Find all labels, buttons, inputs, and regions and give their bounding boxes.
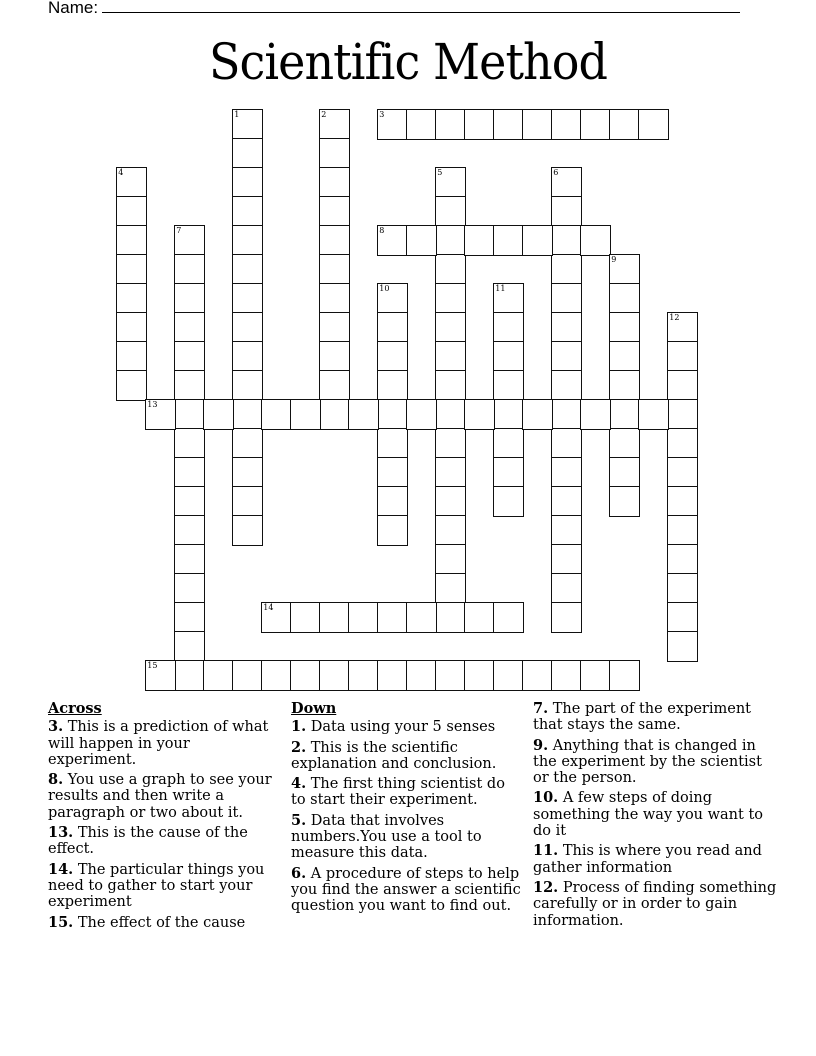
crossword-cell[interactable] (435, 225, 466, 256)
crossword-cell[interactable] (319, 254, 350, 285)
name-label: Name: (48, 0, 99, 17)
crossword-cell[interactable] (174, 660, 205, 691)
crossword-cell[interactable] (435, 109, 466, 140)
crossword-cell[interactable] (435, 457, 466, 488)
crossword-cell[interactable] (609, 457, 640, 488)
clue-across-3: 3. This is a prediction of what will happen in your experiment. (48, 718, 269, 768)
crossword-cell[interactable] (435, 515, 466, 546)
clue-number: 5 (437, 168, 443, 178)
crossword-cell[interactable] (667, 457, 698, 488)
clue-down-5: 5. Data that involves numbers.You use a tool to measure this data. (291, 811, 482, 862)
crossword-cell[interactable] (348, 602, 379, 633)
crossword-cell[interactable] (493, 486, 524, 517)
crossword-cell[interactable] (116, 167, 147, 198)
crossword-cell[interactable] (493, 225, 524, 256)
crossword-cell[interactable] (493, 341, 524, 372)
crossword-cell[interactable] (580, 660, 611, 691)
crossword-cell[interactable] (406, 109, 437, 140)
crossword-cell[interactable] (406, 602, 437, 633)
crossword-cell[interactable] (377, 486, 408, 517)
crossword-cell[interactable] (493, 370, 524, 401)
crossword-cell[interactable] (116, 225, 147, 256)
crossword-cell[interactable] (174, 428, 205, 459)
crossword-cell[interactable] (406, 399, 437, 430)
crossword-cell[interactable] (232, 312, 263, 343)
clue-down-1: 1. Data using your 5 senses (291, 718, 496, 736)
crossword-cell[interactable] (551, 225, 582, 256)
clue-number: 3 (379, 110, 385, 120)
clue-number: 8 (379, 226, 385, 236)
crossword-cell[interactable] (464, 225, 495, 256)
crossword-cell[interactable] (377, 109, 408, 140)
crossword-cell[interactable] (464, 109, 495, 140)
clue-number: 6 (553, 168, 559, 178)
crossword-cell[interactable] (174, 312, 205, 343)
crossword-cell[interactable] (609, 312, 640, 343)
crossword-cell[interactable] (174, 602, 205, 633)
crossword-cell[interactable] (290, 660, 321, 691)
crossword-cell[interactable] (667, 312, 698, 343)
across-clues (48, 701, 273, 935)
clue-number: 14 (263, 603, 274, 613)
crossword-cell[interactable] (319, 312, 350, 343)
down-clues (291, 701, 521, 919)
clue-down-12: 12. Process of finding something carefully or in order to gain information. (533, 878, 777, 929)
crossword-cell[interactable] (435, 312, 466, 343)
crossword-cell[interactable] (522, 225, 553, 256)
clue-across-15: 15. The effect of the cause (48, 913, 246, 931)
crossword-cell[interactable] (522, 660, 553, 691)
down-clues-continued (533, 701, 778, 933)
crossword-cell[interactable] (174, 573, 205, 604)
clue-down-4: 4. The first thing scientist do to start their experiment. (291, 775, 505, 809)
clue-number: 11 (495, 284, 506, 294)
crossword-cell[interactable] (116, 370, 147, 401)
crossword-cell[interactable] (609, 486, 640, 517)
crossword-cell[interactable] (493, 602, 524, 633)
crossword-cell[interactable] (667, 370, 698, 401)
crossword-cell[interactable] (493, 283, 524, 314)
clue-down-6: 6. A procedure of steps to help you find the answer a scientific question you want to find out. (291, 864, 521, 915)
crossword-cell[interactable] (493, 457, 524, 488)
crossword-cell[interactable] (319, 109, 350, 140)
crossword-cell[interactable] (667, 602, 698, 633)
crossword-cell[interactable] (551, 660, 582, 691)
crossword-cell[interactable] (609, 399, 640, 430)
crossword-cell[interactable] (435, 428, 466, 459)
crossword-cell[interactable] (377, 370, 408, 401)
crossword-cell[interactable] (551, 515, 582, 546)
crossword-cell[interactable] (232, 254, 263, 285)
crossword-cell[interactable] (319, 660, 350, 691)
crossword-cell[interactable] (435, 602, 466, 633)
crossword-cell[interactable] (551, 254, 582, 285)
crossword-cell[interactable] (174, 225, 205, 256)
crossword-cell[interactable] (464, 602, 495, 633)
crossword-cell[interactable] (551, 573, 582, 604)
crossword-cell[interactable] (609, 254, 640, 285)
crossword-cell[interactable] (435, 254, 466, 285)
crossword-cell[interactable] (203, 660, 234, 691)
crossword-cell[interactable] (174, 370, 205, 401)
crossword-cell[interactable] (203, 399, 234, 430)
clue-number: 10 (379, 284, 390, 294)
crossword-cell[interactable] (116, 196, 147, 227)
crossword-cell[interactable] (551, 167, 582, 198)
crossword-cell[interactable] (435, 660, 466, 691)
crossword-cell[interactable] (638, 399, 669, 430)
crossword-cell[interactable] (174, 457, 205, 488)
crossword-cell[interactable] (609, 283, 640, 314)
crossword-cell[interactable] (377, 225, 408, 256)
clue-number: 7 (176, 226, 182, 236)
crossword-cell[interactable] (319, 225, 350, 256)
crossword-cell[interactable] (174, 254, 205, 285)
crossword-cell[interactable] (667, 631, 698, 662)
crossword-cell[interactable] (261, 399, 292, 430)
crossword-cell[interactable] (116, 254, 147, 285)
crossword-cell[interactable] (667, 544, 698, 575)
clue-number: 1 (234, 110, 240, 120)
clue-down-7: 7. The part of the experiment that stays the same. (533, 700, 751, 734)
clue-down-2: 2. This is the scientific explanation and conclusion. (291, 738, 497, 772)
crossword-cell[interactable] (551, 399, 582, 430)
crossword-cell[interactable] (232, 167, 263, 198)
clue-number: 9 (611, 255, 617, 265)
crossword-cell[interactable] (116, 341, 147, 372)
crossword-cell[interactable] (435, 399, 466, 430)
crossword-cell[interactable] (319, 341, 350, 372)
crossword-cell[interactable] (464, 660, 495, 691)
crossword-cell[interactable] (232, 515, 263, 546)
crossword-cell[interactable] (232, 283, 263, 314)
crossword-cell[interactable] (667, 486, 698, 517)
crossword-cell[interactable] (232, 370, 263, 401)
crossword-cell[interactable] (435, 196, 466, 227)
clue-number: 2 (321, 110, 327, 120)
crossword-cell[interactable] (580, 399, 611, 430)
across-heading: Across (48, 700, 102, 717)
crossword-cell[interactable] (580, 109, 611, 140)
crossword-cell[interactable] (232, 138, 263, 169)
crossword-cell[interactable] (435, 573, 466, 604)
crossword-cell[interactable] (174, 631, 205, 662)
crossword-cell[interactable] (232, 457, 263, 488)
crossword-cell[interactable] (377, 660, 408, 691)
crossword-cell[interactable] (319, 167, 350, 198)
crossword-cell[interactable] (667, 515, 698, 546)
crossword-cell[interactable] (551, 312, 582, 343)
crossword-cell[interactable] (406, 660, 437, 691)
crossword-cell[interactable] (551, 602, 582, 633)
crossword-cell[interactable] (232, 660, 263, 691)
crossword-cell[interactable] (348, 660, 379, 691)
crossword-cell[interactable] (232, 399, 263, 430)
crossword-cell[interactable] (377, 399, 408, 430)
crossword-cell[interactable] (609, 370, 640, 401)
crossword-cell[interactable] (377, 341, 408, 372)
clue-down-9: 9. Anything that is changed in the experiment by the scientist or the person. (533, 736, 762, 787)
crossword-cell[interactable] (493, 660, 524, 691)
clue-number: 15 (147, 661, 158, 671)
crossword-cell[interactable] (551, 370, 582, 401)
crossword-cell[interactable] (348, 399, 379, 430)
crossword-cell[interactable] (551, 544, 582, 575)
crossword-cell[interactable] (377, 457, 408, 488)
crossword-cell[interactable] (232, 109, 263, 140)
crossword-cell[interactable] (551, 283, 582, 314)
crossword-cell[interactable] (493, 428, 524, 459)
crossword-cell[interactable] (551, 428, 582, 459)
down-heading: Down (291, 700, 337, 717)
crossword-cell[interactable] (319, 138, 350, 169)
clue-across-14: 14. The particular things you need to gather to start your experiment (48, 860, 265, 911)
clue-number: 13 (147, 400, 158, 410)
crossword-cell[interactable] (290, 399, 321, 430)
crossword-cell[interactable] (319, 602, 350, 633)
crossword-cell[interactable] (116, 283, 147, 314)
crossword-cell[interactable] (174, 283, 205, 314)
crossword-cell[interactable] (145, 660, 176, 691)
crossword-cell[interactable] (435, 167, 466, 198)
crossword-cell[interactable] (406, 225, 437, 256)
crossword-cell[interactable] (667, 341, 698, 372)
crossword-cell[interactable] (377, 283, 408, 314)
crossword-cell[interactable] (435, 544, 466, 575)
crossword-cell[interactable] (232, 428, 263, 459)
crossword-cell[interactable] (464, 399, 495, 430)
crossword-cell[interactable] (174, 341, 205, 372)
crossword-cell[interactable] (174, 399, 205, 430)
clue-down-11: 11. This is where you read and gather information (533, 842, 762, 876)
crossword-cell[interactable] (319, 196, 350, 227)
crossword-cell[interactable] (609, 660, 640, 691)
crossword-cell[interactable] (522, 109, 553, 140)
crossword-cell[interactable] (145, 399, 176, 430)
clue-number: 12 (669, 313, 680, 323)
crossword-cell[interactable] (319, 399, 350, 430)
crossword-cell[interactable] (319, 370, 350, 401)
crossword-cell[interactable] (174, 515, 205, 546)
crossword-cell[interactable] (261, 660, 292, 691)
crossword-cell[interactable] (116, 312, 147, 343)
crossword-cell[interactable] (435, 283, 466, 314)
crossword-cell[interactable] (551, 341, 582, 372)
clue-across-8: 8. You use a graph to see your results and then write a paragraph or two about it. (48, 771, 272, 821)
crossword-cell[interactable] (551, 109, 582, 140)
crossword-cell[interactable] (377, 312, 408, 343)
crossword-cell[interactable] (609, 341, 640, 372)
crossword-cell[interactable] (174, 544, 205, 575)
crossword-cell[interactable] (290, 602, 321, 633)
crossword-cell[interactable] (667, 428, 698, 459)
crossword-cell[interactable] (667, 573, 698, 604)
crossword-cell[interactable] (232, 225, 263, 256)
clue-across-13: 13. This is the cause of the effect. (48, 824, 248, 858)
crossword-cell[interactable] (493, 109, 524, 140)
crossword-cell[interactable] (551, 196, 582, 227)
crossword-cell[interactable] (232, 196, 263, 227)
clue-number: 4 (118, 168, 124, 178)
crossword-cell[interactable] (435, 370, 466, 401)
crossword-cell[interactable] (522, 399, 553, 430)
crossword-cell[interactable] (609, 428, 640, 459)
crossword-cell[interactable] (435, 486, 466, 517)
crossword-cell[interactable] (435, 341, 466, 372)
crossword-cell[interactable] (319, 283, 350, 314)
crossword-cell[interactable] (232, 341, 263, 372)
crossword-cell[interactable] (551, 457, 582, 488)
crossword-cell[interactable] (174, 486, 205, 517)
crossword-cell[interactable] (377, 602, 408, 633)
crossword-cell[interactable] (377, 428, 408, 459)
crossword-cell[interactable] (638, 109, 669, 140)
crossword-cell[interactable] (377, 515, 408, 546)
crossword-cell[interactable] (667, 399, 698, 430)
crossword-cell[interactable] (261, 602, 292, 633)
page-title: Scientific Method (208, 33, 608, 91)
crossword-cell[interactable] (609, 109, 640, 140)
clue-down-10: 10. A few steps of doing something the way you want to do it (533, 789, 764, 840)
crossword-cell[interactable] (580, 225, 611, 256)
crossword-cell[interactable] (551, 486, 582, 517)
crossword-cell[interactable] (232, 486, 263, 517)
crossword-cell[interactable] (493, 312, 524, 343)
crossword-cell[interactable] (493, 399, 524, 430)
